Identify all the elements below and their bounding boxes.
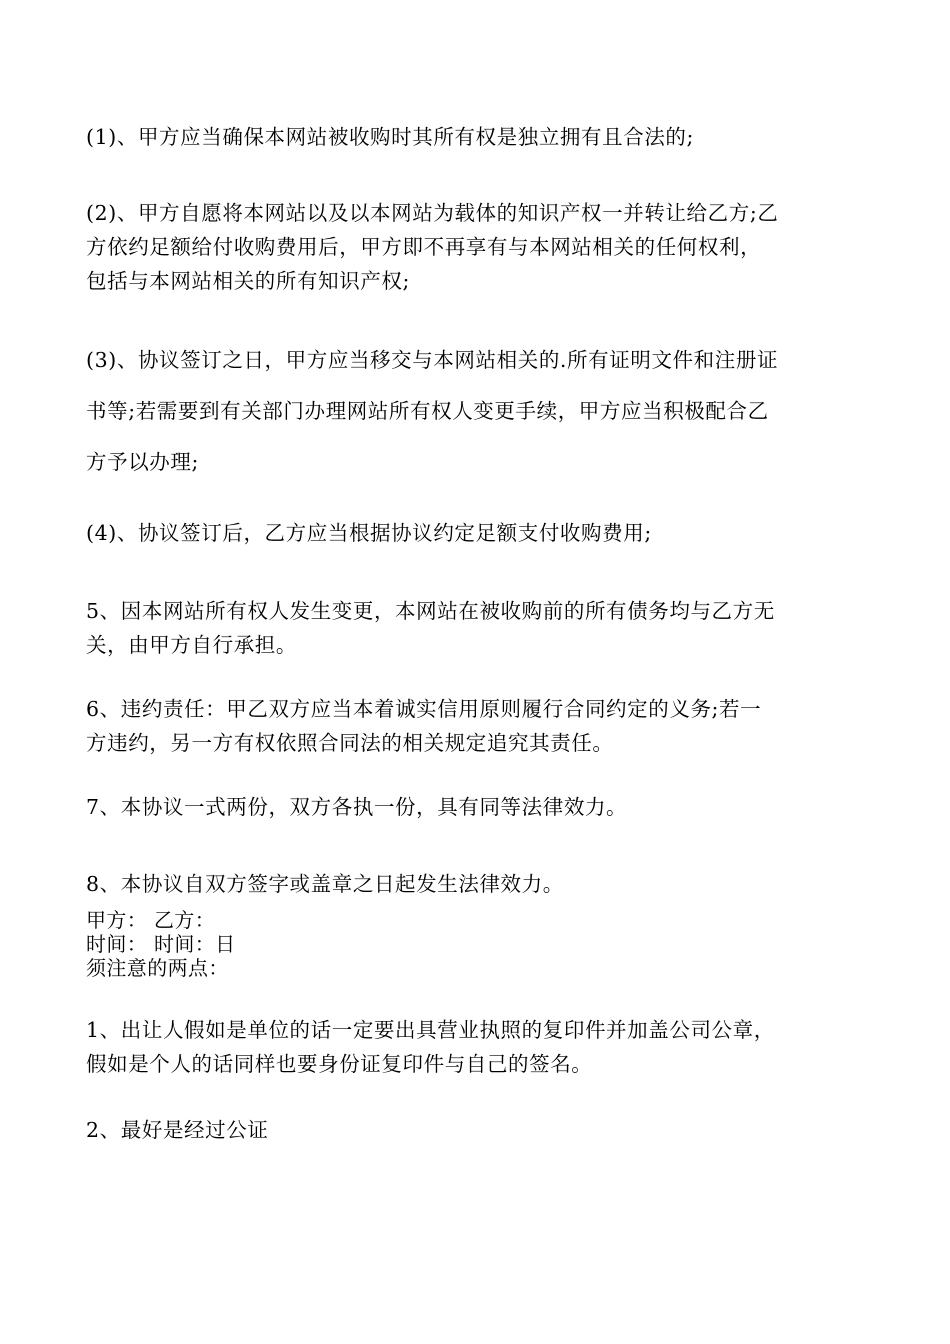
- signature-time: 时间： 时间：日: [86, 932, 236, 956]
- note-2: 2、最好是经过公证: [86, 1118, 269, 1142]
- notes-heading: 须注意的两点：: [86, 956, 229, 980]
- note-1: 1、出让人假如是单位的话一定要出具营业执照的复印件并加盖公司公章， 假如是个人的话同样也要身份证复印件与自己的签名。: [86, 1018, 775, 1076]
- signature-block: [86, 908, 871, 980]
- clause-5: 5、因本网站所有权人发生变更，本网站在被收购前的所有债务均与乙方无 关，由甲方自行承担。: [86, 599, 775, 657]
- clause-2: (2)、甲方自愿将本网站以及以本网站为载体的知识产权一并转让给乙方;乙 方依约足额给付收购费用后，甲方即不再享有与本网站相关的任何权利， 包括与本网站相关的所有知识产权;: [86, 201, 779, 293]
- signature-parties: 甲方： 乙方：: [86, 908, 216, 932]
- clause-4: (4)、协议签订后，乙方应当根据协议约定足额支付收购费用;: [86, 521, 652, 545]
- clause-6: 6、违约责任：甲乙双方应当本着诚实信用原则履行合同约定的义务;若一 方违约，另一方有权依照合同法的相关规定追究其责任。: [86, 697, 762, 755]
- clause-3: (3)、协议签订之日，甲方应当移交与本网站相关的.所有证明文件和注册证 书等;若需要到有关部门办理网站所有权人变更手续，甲方应当积极配合乙 方予以办理;: [86, 348, 779, 474]
- clause-7: 7、本协议一式两份，双方各执一份，具有同等法律效力。: [86, 795, 628, 819]
- clause-8: 8、本协议自双方签字或盖章之日起发生法律效力。: [86, 872, 564, 896]
- clause-1: (1)、甲方应当确保本网站被收购时其所有权是独立拥有且合法的;: [86, 125, 695, 149]
